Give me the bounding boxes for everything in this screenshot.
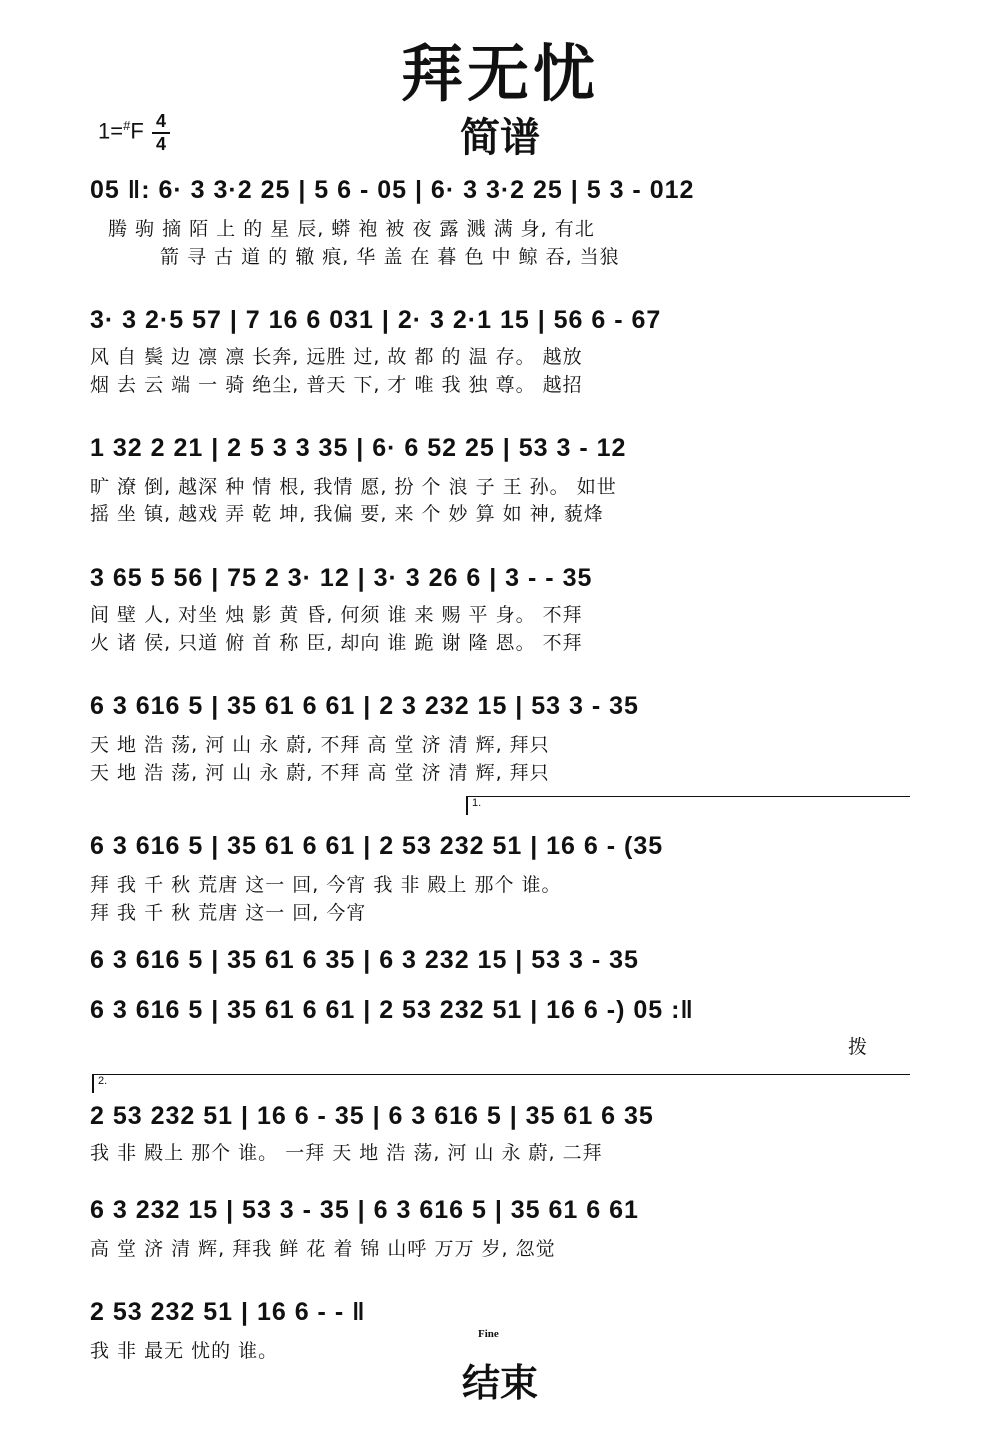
sharp-symbol: #	[123, 118, 131, 133]
fine-marker: Fine	[478, 1328, 499, 1340]
score-row-11: 2 53 232 51 | 16 6 - - ‖	[90, 1297, 366, 1326]
lyrics-row-3-verse2: 摇 坐 镇, 越戏 弄 乾 坤, 我偏 要, 来 个 妙 算 如 神, 藐烽	[90, 502, 604, 525]
lyrics-row-4-verse1: 间 壁 人, 对坐 烛 影 黄 昏, 何须 谁 来 赐 平 身。 不拜	[90, 603, 583, 626]
lyrics-row-6-verse2: 拜 我 千 秋 荒唐 这一 回, 今宵	[90, 901, 367, 924]
score-row-7: 6 3 616 5 | 35 61 6 35 | 6 3 232 15 | 53 3 - 35	[90, 945, 639, 974]
time-bottom: 4	[155, 134, 166, 154]
score-row-9: 2 53 232 51 | 16 6 - 35 | 6 3 616 5 | 35 61 6 35	[90, 1101, 654, 1130]
lyrics-row-10-verse1: 高 堂 济 清 辉, 拜我 鲜 花 着 锦 山呼 万万 岁, 忽觉	[90, 1237, 556, 1260]
score-row-1: 05 ‖: 6· 3 3·2 25 | 5 6 - 05 | 6· 3 3·2 25 | 5 3 - 012	[90, 175, 695, 204]
score-row-5: 6 3 616 5 | 35 61 6 61 | 2 3 232 15 | 53 3 - 35	[90, 691, 639, 720]
lyrics-row-5-verse1: 天 地 浩 荡, 河 山 永 蔚, 不拜 高 堂 济 清 辉, 拜只	[90, 733, 550, 756]
key-note: F	[130, 118, 144, 144]
lyrics-row-8-verse1: 拨	[848, 1035, 869, 1058]
lyrics-row-3-verse1: 旷 潦 倒, 越深 种 情 根, 我情 愿, 扮 个 浪 子 王 孙。 如世	[90, 475, 617, 498]
score-row-6: 6 3 616 5 | 35 61 6 61 | 2 53 232 51 | 16 6 - (35	[90, 831, 664, 860]
score-row-3: 1 32 2 21 | 2 5 3 3 35 | 6· 6 52 25 | 53 3 - 12	[90, 433, 627, 462]
score-row-4: 3 65 5 56 | 75 2 3· 12 | 3· 3 26 6 | 3 - - 35	[90, 563, 593, 592]
lyrics-row-11-verse1: 我 非 最无 忧的 谁。	[90, 1339, 279, 1362]
lyrics-row-2-verse2: 烟 去 云 端 一 骑 绝尘, 普天 下, 才 唯 我 独 尊。 越招	[90, 373, 583, 396]
volta-bracket-2: 2.	[92, 1074, 910, 1093]
score-row-8: 6 3 616 5 | 35 61 6 61 | 2 53 232 51 | 16 6 -) 05 :‖	[90, 995, 694, 1024]
key-signature	[98, 118, 144, 144]
volta-bracket-1: 1.	[466, 796, 910, 815]
song-subtitle: 简谱	[460, 115, 540, 161]
lyrics-row-2-verse1: 风 自 鬓 边 凛 凛 长奔, 远胜 过, 故 都 的 温 存。 越放	[90, 345, 583, 368]
lyrics-row-1-verse2: 箭 寻 古 道 的 辙 痕, 华 盖 在 暮 色 中 鲸 吞, 当狼	[160, 245, 620, 268]
song-title: 拜无忧	[400, 37, 599, 110]
key-base: 1=	[98, 118, 124, 144]
ending-label: 结束	[461, 1361, 538, 1405]
time-top: 4	[155, 111, 166, 131]
lyrics-row-1-verse1: 腾 驹 摘 陌 上 的 星 辰, 蟒 袍 被 夜 露 溅 满 身, 有北	[108, 217, 595, 240]
lyrics-row-4-verse2: 火 诸 侯, 只道 俯 首 称 臣, 却向 谁 跪 谢 隆 恩。 不拜	[90, 631, 583, 654]
score-row-2: 3· 3 2·5 57 | 7 16 6 031 | 2· 3 2·1 15 | 56 6 - 67	[90, 305, 662, 334]
lyrics-row-9-verse1: 我 非 殿上 那个 谁。 一拜 天 地 浩 荡, 河 山 永 蔚, 二拜	[90, 1141, 603, 1164]
lyrics-row-5-verse2: 天 地 浩 荡, 河 山 永 蔚, 不拜 高 堂 济 清 辉, 拜只	[90, 761, 550, 784]
score-row-10: 6 3 232 15 | 53 3 - 35 | 6 3 616 5 | 35 61 6 61	[90, 1195, 639, 1224]
lyrics-row-6-verse1: 拜 我 千 秋 荒唐 这一 回, 今宵 我 非 殿上 那个 谁。	[90, 873, 562, 896]
time-signature	[152, 112, 170, 154]
